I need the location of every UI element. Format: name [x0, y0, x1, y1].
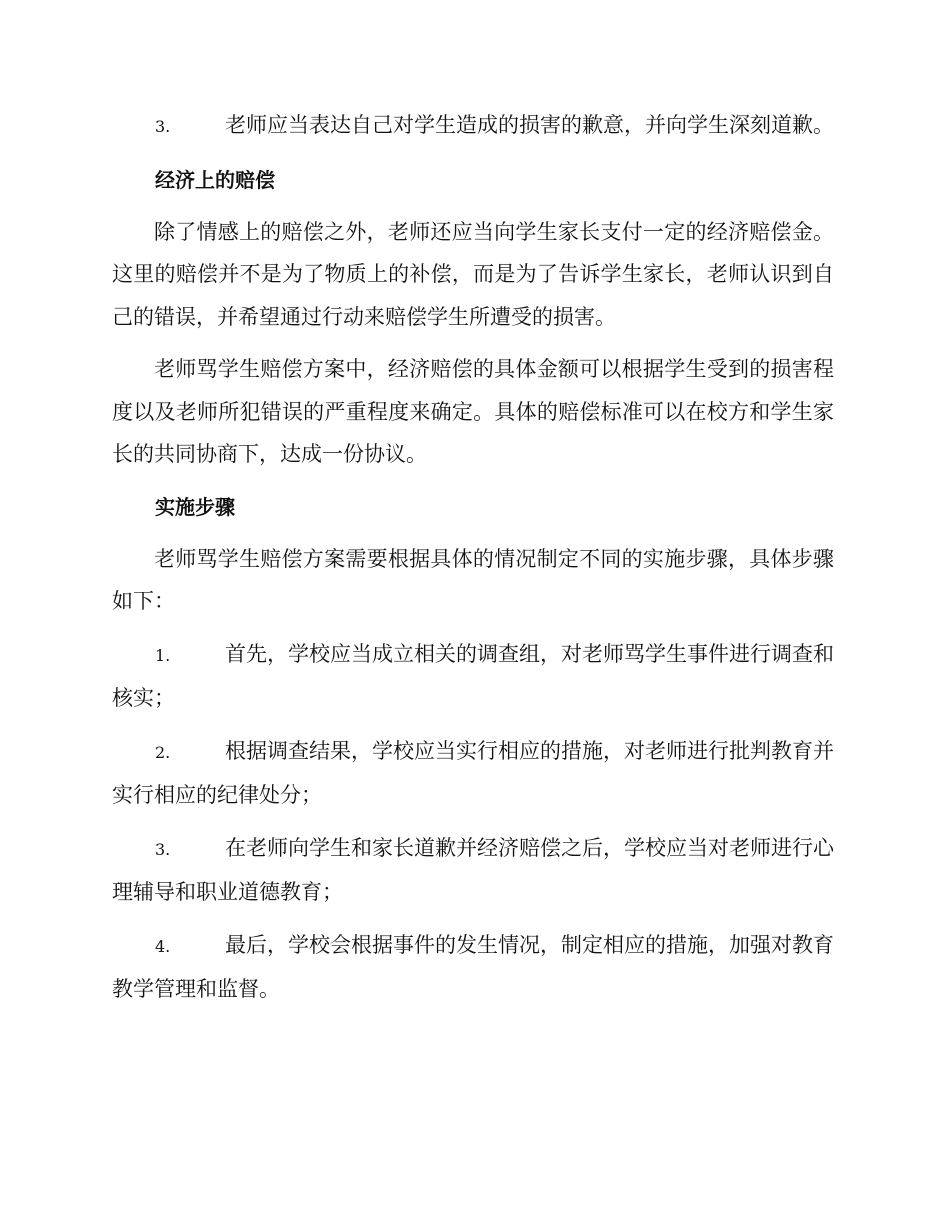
list-number: 3. — [155, 117, 171, 136]
list-number: 4. — [155, 936, 171, 956]
document-page — [112, 104, 834, 1021]
list-text: 老师应当表达自己对学生造成的损害的歉意，并向学生深刻道歉。 — [225, 113, 834, 137]
list-text: 首先，学校应当成立相关的调查组，对老师骂学生事件进行调查和核实； — [112, 641, 834, 710]
list-item — [112, 924, 834, 1011]
list-item — [112, 730, 834, 817]
list-number: 3. — [155, 839, 171, 859]
paragraph: 除了情感上的赔偿之外，老师还应当向学生家长支付一定的经济赔偿金。这里的赔偿并不是为了物质上的补偿，而是为了告诉学生家长，老师认识到自己的错误，并希望通过行动来赔偿学生所遭受的损害。 — [112, 219, 834, 329]
section-heading-steps: 实施步骤 — [155, 494, 235, 519]
paragraph: 老师骂学生赔偿方案中，经济赔偿的具体金额可以根据学生受到的损害程度以及老师所犯错误的严重程度来确定。具体的赔偿标准可以在校方和学生家长的共同协商下，达成一份协议。 — [112, 357, 834, 466]
list-number: 1. — [155, 645, 171, 665]
section-heading-compensation: 经济上的赔偿 — [155, 167, 275, 192]
list-item — [112, 633, 834, 720]
list-item — [112, 104, 834, 149]
list-text: 最后，学校会根据事件的发生情况，制定相应的措施，加强对教育教学管理和监督。 — [112, 932, 834, 1001]
list-item — [112, 827, 834, 914]
paragraph: 老师骂学生赔偿方案需要根据具体的情况制定不同的实施步骤，具体步骤如下： — [112, 546, 834, 613]
list-text: 在老师向学生和家长道歉并经济赔偿之后，学校应当对老师进行心理辅导和职业道德教育； — [112, 835, 834, 904]
list-text: 根据调查结果，学校应当实行相应的措施，对老师进行批判教育并实行相应的纪律处分； — [112, 738, 834, 807]
list-number: 2. — [155, 742, 171, 762]
